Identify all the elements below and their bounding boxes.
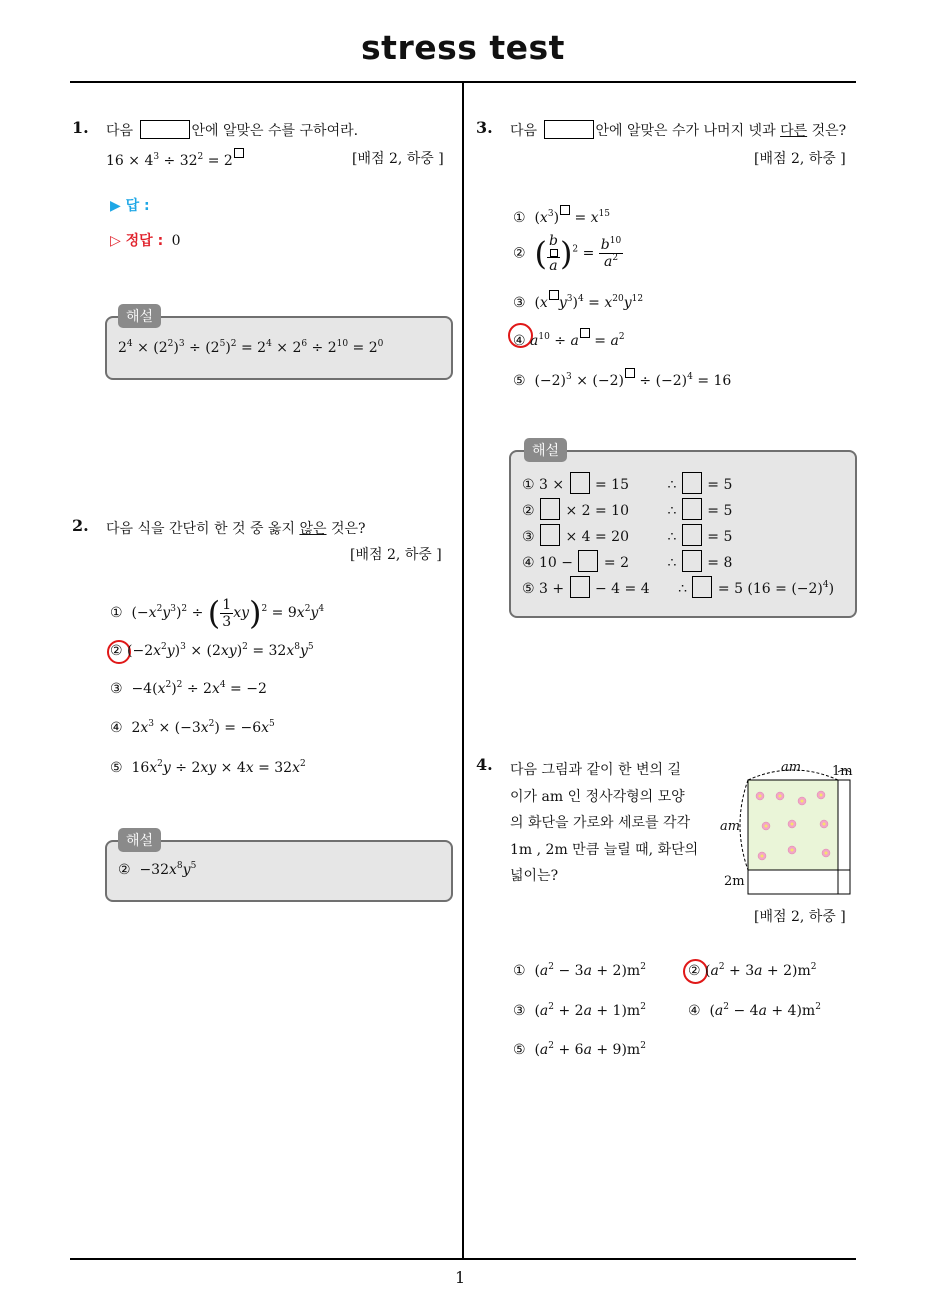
q2-choice-5[interactable]: ⑤ $16x^2y \div 2xy \times 4x = 32x^2$ (110, 759, 306, 776)
column-divider (462, 82, 464, 1259)
q3-number: 3. (476, 118, 493, 137)
q3-choice-4[interactable]: ④ $a^{10} \div a = a^2$ (513, 328, 625, 349)
q1-prompt: 다음 안에 알맞은 수를 구하여라. (106, 120, 358, 140)
q1-score: [배점 2, 하중 ] (352, 151, 444, 167)
q4-figure-bottom-label: 2m (724, 874, 745, 889)
q2-choice-4[interactable]: ④ $2x^3 \times (-3x^2) = -6x^5$ (110, 719, 275, 736)
page-number: 1 (455, 1268, 466, 1287)
q1-explanation-text: $2^4 \times (2^2)^3 \div (2^5)^2 = 2^4 \times 2^6 \div 2^{10} = 2^0$ (118, 339, 384, 356)
q2-explanation-text: ② $-32x^8y^5$ (118, 861, 197, 878)
q4-score: [배점 2, 하중 ] (754, 909, 846, 925)
q2-number: 2. (72, 516, 89, 535)
q4-number: 4. (476, 755, 493, 774)
q2-choice-2[interactable]: ② $(-2x^2y)^3 \times (2xy)^2 = 32x^8y^5$ (110, 642, 314, 659)
page-title: stress test (361, 28, 565, 67)
q1-equation: $16 \times 4^3 \div 32^2 = 2$ (106, 148, 244, 169)
q1-blank-box (140, 120, 190, 139)
q4-choice-3[interactable]: ③ $(a^2 + 2a + 1)m^2$ (513, 1002, 646, 1019)
q3-score: [배점 2, 하중 ] (754, 151, 846, 167)
q3-choice-2[interactable]: ② ( $\frac{b}{a}$ )$^2$ = $\frac{b^{10}}{a^2}$ (513, 233, 622, 274)
q4-choice-1[interactable]: ① $(a^2 - 3a + 2)m^2$ (513, 962, 646, 979)
q2-choice-3[interactable]: ③ $-4(x^2)^2 \div 2x^4 = -2$ (110, 680, 267, 697)
q2-score: [배점 2, 하중 ] (350, 547, 442, 563)
q3-explanation-tag: 해설 (524, 438, 567, 462)
q3-choice-1[interactable]: ① $(x^3) = x^{15}$ (513, 205, 610, 226)
q4-figure-right-label: 1m (832, 764, 853, 779)
q4-choice-4[interactable]: ④ $(a^2 - 4a + 4)m^2$ (688, 1002, 821, 1019)
q1-number: 1. (72, 118, 89, 137)
q3-blank-box (544, 120, 594, 139)
q1-explanation-tag: 해설 (118, 304, 161, 328)
q3-choice-3[interactable]: ③ (x $y^3)^4 = x^{20}y^{12}$ (513, 290, 643, 311)
footer-rule (70, 1258, 856, 1260)
q2-prompt: 다음 식을 간단히 한 것 중 옳지 않은 것은? (106, 521, 366, 537)
q3-explanation-text: ① 3 × = 15 ∴ = 5 ② × 2 = 10 ∴ = 5 ③ × 4 = 20 ∴ = 5 ④ 10 − = 2 ∴ = 8 ⑤ 3 + − 4 = 4 ∴ = 5 $(16 = (-2)^4)$ (522, 472, 834, 602)
q1-correct-answer: ▷ 정답 : 0 (110, 233, 181, 249)
q3-prompt: 다음 안에 알맞은 수가 나머지 넷과 다른 것은? (510, 120, 846, 140)
q3-choice-5[interactable]: ⑤ $(-2)^3 \times (-2) \div (-2)^4 = 16$ (513, 368, 731, 389)
q4-choice-2[interactable]: ② $(a^2 + 3a + 2)m^2$ (688, 962, 817, 979)
q4-figure-side-label: am (720, 819, 741, 834)
q2-choice-1[interactable]: ① $(-x^2y^3)^2$ ÷ ( $\frac{1}{3}$ $xy)^2 = 9x^2y^4$ (110, 594, 325, 632)
q4-prompt: 다음 그림과 같이 한 변의 길 이가 am 인 정사각형의 모양 의 화단을 가로와 세로를 각각 1m , 2m 만큼 늘릴 때, 화단의 넓이는? (510, 762, 699, 884)
q2-explanation-tag: 해설 (118, 828, 161, 852)
q1-answer-label: ▶ 답 : (110, 198, 150, 214)
q4-figure-top-label: am (781, 760, 802, 775)
q4-choice-5[interactable]: ⑤ $(a^2 + 6a + 9)m^2$ (513, 1041, 646, 1058)
